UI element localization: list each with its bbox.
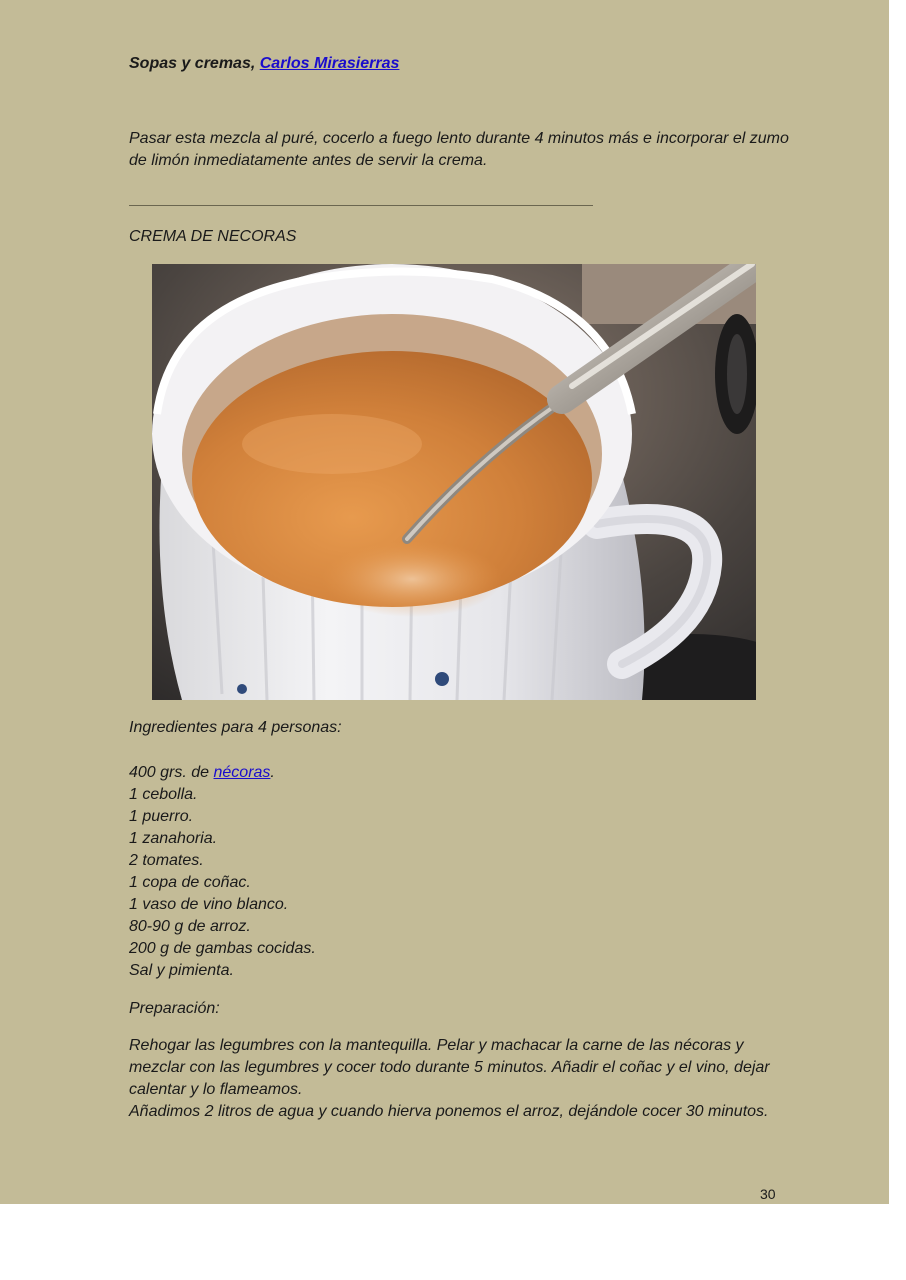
ingredients-heading: Ingredientes para 4 personas: [129, 719, 342, 736]
intro-paragraph: Pasar esta mezcla al puré, cocerlo a fuego lento durante 4 minutos más e incorporar el zumo de limón inmediatamente antes de servir la crema. [129, 130, 789, 169]
ingredient-item: 80-90 g de arroz. [129, 918, 251, 935]
ingredient-item: 1 vaso de vino blanco. [129, 896, 289, 913]
author-link[interactable]: Carlos Mirasierras [259, 55, 400, 72]
necoras-link[interactable]: nécoras [213, 764, 271, 781]
recipe-title: CREMA DE NECORAS [129, 228, 297, 245]
document-header [129, 53, 399, 75]
page-number: 30 [760, 1186, 776, 1202]
ingredient-item: 1 copa de coñac. [129, 874, 251, 891]
ingredient-item: 200 g de gambas cocidas. [129, 940, 316, 957]
ingredient-item [129, 762, 316, 784]
ingredient-item: 1 cebolla. [129, 786, 198, 803]
ingredients-list [129, 762, 316, 982]
ingredient-item: 1 zanahoria. [129, 830, 218, 847]
header-title: Sopas y cremas, [129, 55, 260, 72]
section-divider [129, 205, 593, 206]
preparation-heading: Preparación: [129, 1000, 220, 1017]
preparation-text [129, 1035, 789, 1123]
preparation-paragraph: Añadimos 2 litros de agua y cuando hierva ponemos el arroz, dejándole cocer 30 minutos. [129, 1103, 769, 1120]
ingredient-item: Sal y pimienta. [129, 962, 234, 979]
ingredient-text: 400 grs. de [129, 764, 214, 781]
soup-tureen-photo [152, 264, 756, 700]
ingredient-text: . [270, 764, 275, 781]
ingredient-item: 1 puerro. [129, 808, 194, 825]
soup-photo-illustration [152, 264, 756, 700]
ingredient-item: 2 tomates. [129, 852, 204, 869]
preparation-paragraph: Rehogar las legumbres con la mantequilla. Pelar y machacar la carne de las nécoras y mezclar con las legumbres y cocer todo durante 5 minutos. Añadir el coñac y el vino, dejar calentar y lo flameamos. [129, 1037, 770, 1098]
